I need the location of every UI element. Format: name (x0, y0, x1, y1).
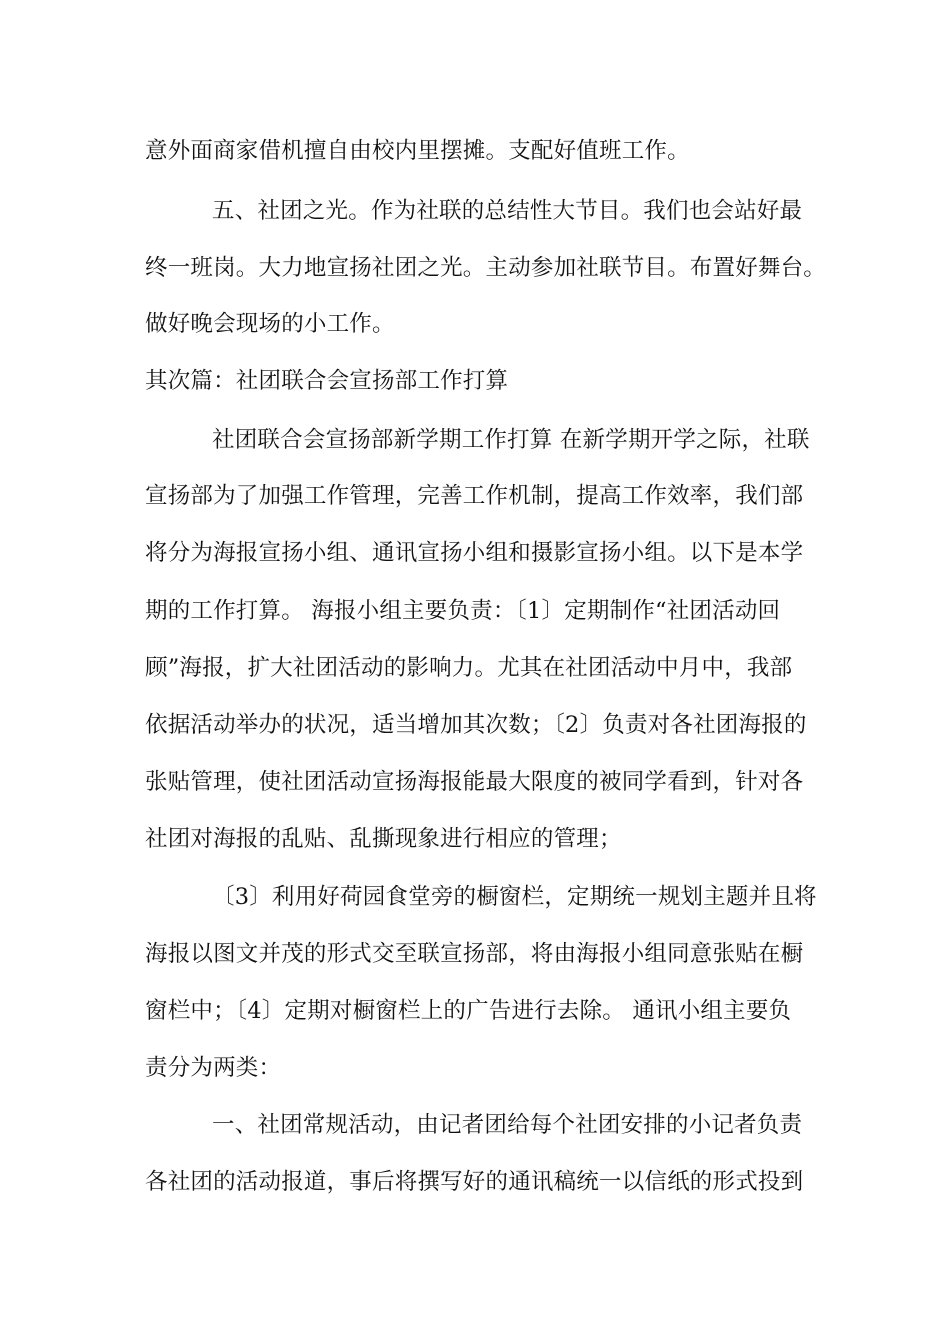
text-line: 宣扬部为了加强工作管理，完善工作机制，提高工作效率，我们部 (145, 483, 804, 509)
text-line: 一、社团常规活动，由记者团给每个社团安排的小记者负责 (212, 1112, 803, 1138)
text-line: 五、社团之光。作为社联的总结性大节目。我们也会站好最 (212, 198, 803, 224)
text-line: 将分为海报宣扬小组、通讯宣扬小组和摄影宣扬小组。以下是本学 (145, 540, 804, 566)
text-line: 各社团的活动报道，事后将撰写好的通讯稿统一以信纸的形式投到 (145, 1169, 804, 1195)
section-heading: 其次篇：社团联合会宣扬部工作打算 (145, 368, 509, 394)
text-line: 海报以图文并茂的形式交至联宣扬部，将由海报小组同意张贴在橱 (145, 941, 804, 967)
text-line: 依据活动举办的状况，适当增加其次数；〔2〕负责对各社团海报的 (145, 712, 807, 738)
text-line: 意外面商家借机擅自由校内里摆摊。支配好值班工作。 (145, 138, 690, 164)
text-line: 责分为两类： (145, 1055, 282, 1081)
text-line: 〔3〕利用好荷园食堂旁的橱窗栏，定期统一规划主题并且将 (212, 884, 817, 910)
text-line: 期的工作打算。 海报小组主要负责：〔1〕定期制作“社团活动回 (145, 598, 781, 624)
text-line: 社团联合会宣扬部新学期工作打算 在新学期开学之际，社联 (212, 427, 810, 453)
text-line: 张贴管理，使社团活动宣扬海报能最大限度的被同学看到，针对各 (145, 769, 804, 795)
text-line: 终一班岗。大力地宣扬社团之光。主动参加社联节目。布置好舞台。 (145, 255, 827, 281)
text-line: 做好晚会现场的小工作。 (145, 311, 395, 337)
text-line: 顾”海报，扩大社团活动的影响力。尤其在社团活动中月中，我部 (145, 655, 793, 681)
text-line: 窗栏中；〔4〕定期对橱窗栏上的广告进行去除。 通讯小组主要负 (145, 998, 792, 1024)
text-line: 社团对海报的乱贴、乱撕现象进行相应的管理； (145, 826, 622, 852)
